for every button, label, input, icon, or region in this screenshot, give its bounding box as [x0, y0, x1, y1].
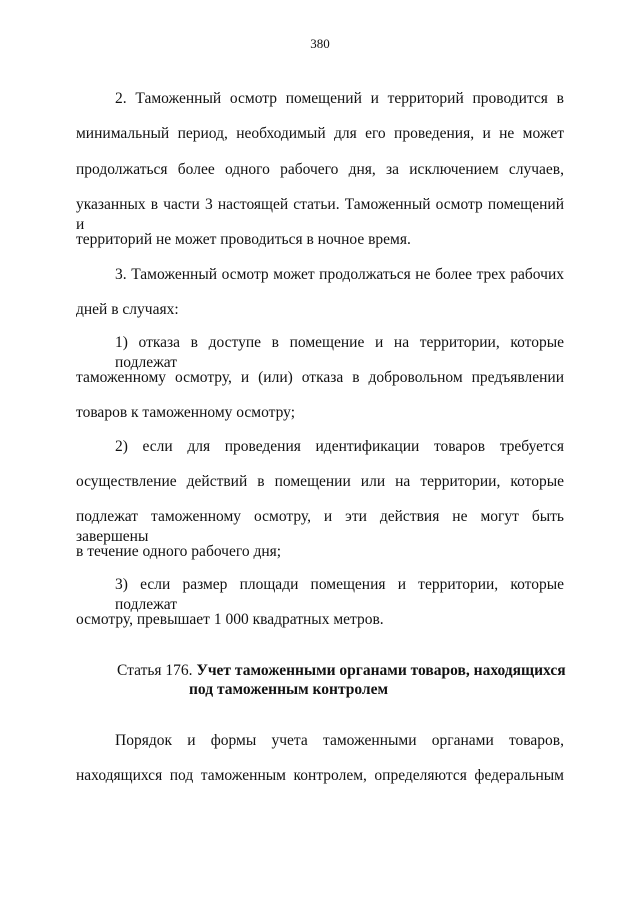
text-line: находящихся под таможенным контролем, определяются федеральным	[76, 767, 564, 784]
text-line: территорий не может проводиться в ночное время.	[76, 231, 411, 248]
text-line: товаров к таможенному осмотру;	[76, 404, 296, 421]
text-line: подлежат таможенному осмотру, и эти действия не могут быть завершены	[76, 508, 564, 545]
text-line: 3) если размер площади помещения и территории, которые подлежат	[115, 576, 564, 613]
text-line: минимальный период, необходимый для его проведения, и не может	[76, 125, 564, 142]
text-line: 2) если для проведения идентификации товаров требуется	[115, 438, 564, 455]
text-line: продолжаться более одного рабочего дня, за исключением случаев,	[76, 161, 564, 178]
article-title: Учет таможенными органами товаров, находящихся	[196, 662, 566, 679]
article-heading-line-2: под таможенным контролем	[189, 681, 389, 698]
article-number: Статья 176.	[117, 662, 193, 679]
text-line: осмотру, превышает 1 000 квадратных метров.	[76, 611, 384, 628]
text-line: Порядок и формы учета таможенными органами товаров,	[115, 732, 564, 749]
text-line: в течение одного рабочего дня;	[76, 543, 282, 560]
text-line: таможенному осмотру, и (или) отказа в добровольном предъявлении	[76, 369, 564, 386]
page-number: 380	[310, 36, 330, 51]
text-line: 3. Таможенный осмотр может продолжаться не более трех рабочих	[115, 266, 564, 283]
text-line: дней в случаях:	[76, 301, 179, 318]
text-line: осуществление действий в помещении или на территории, которые	[76, 473, 564, 490]
text-line: указанных в части 3 настоящей статьи. Таможенный осмотр помещений и	[76, 196, 564, 233]
text-line: 1) отказа в доступе в помещение и на территории, которые подлежат	[115, 334, 564, 371]
text-line: 2. Таможенный осмотр помещений и территорий проводится в	[115, 90, 564, 107]
article-heading-line-1	[117, 661, 566, 681]
